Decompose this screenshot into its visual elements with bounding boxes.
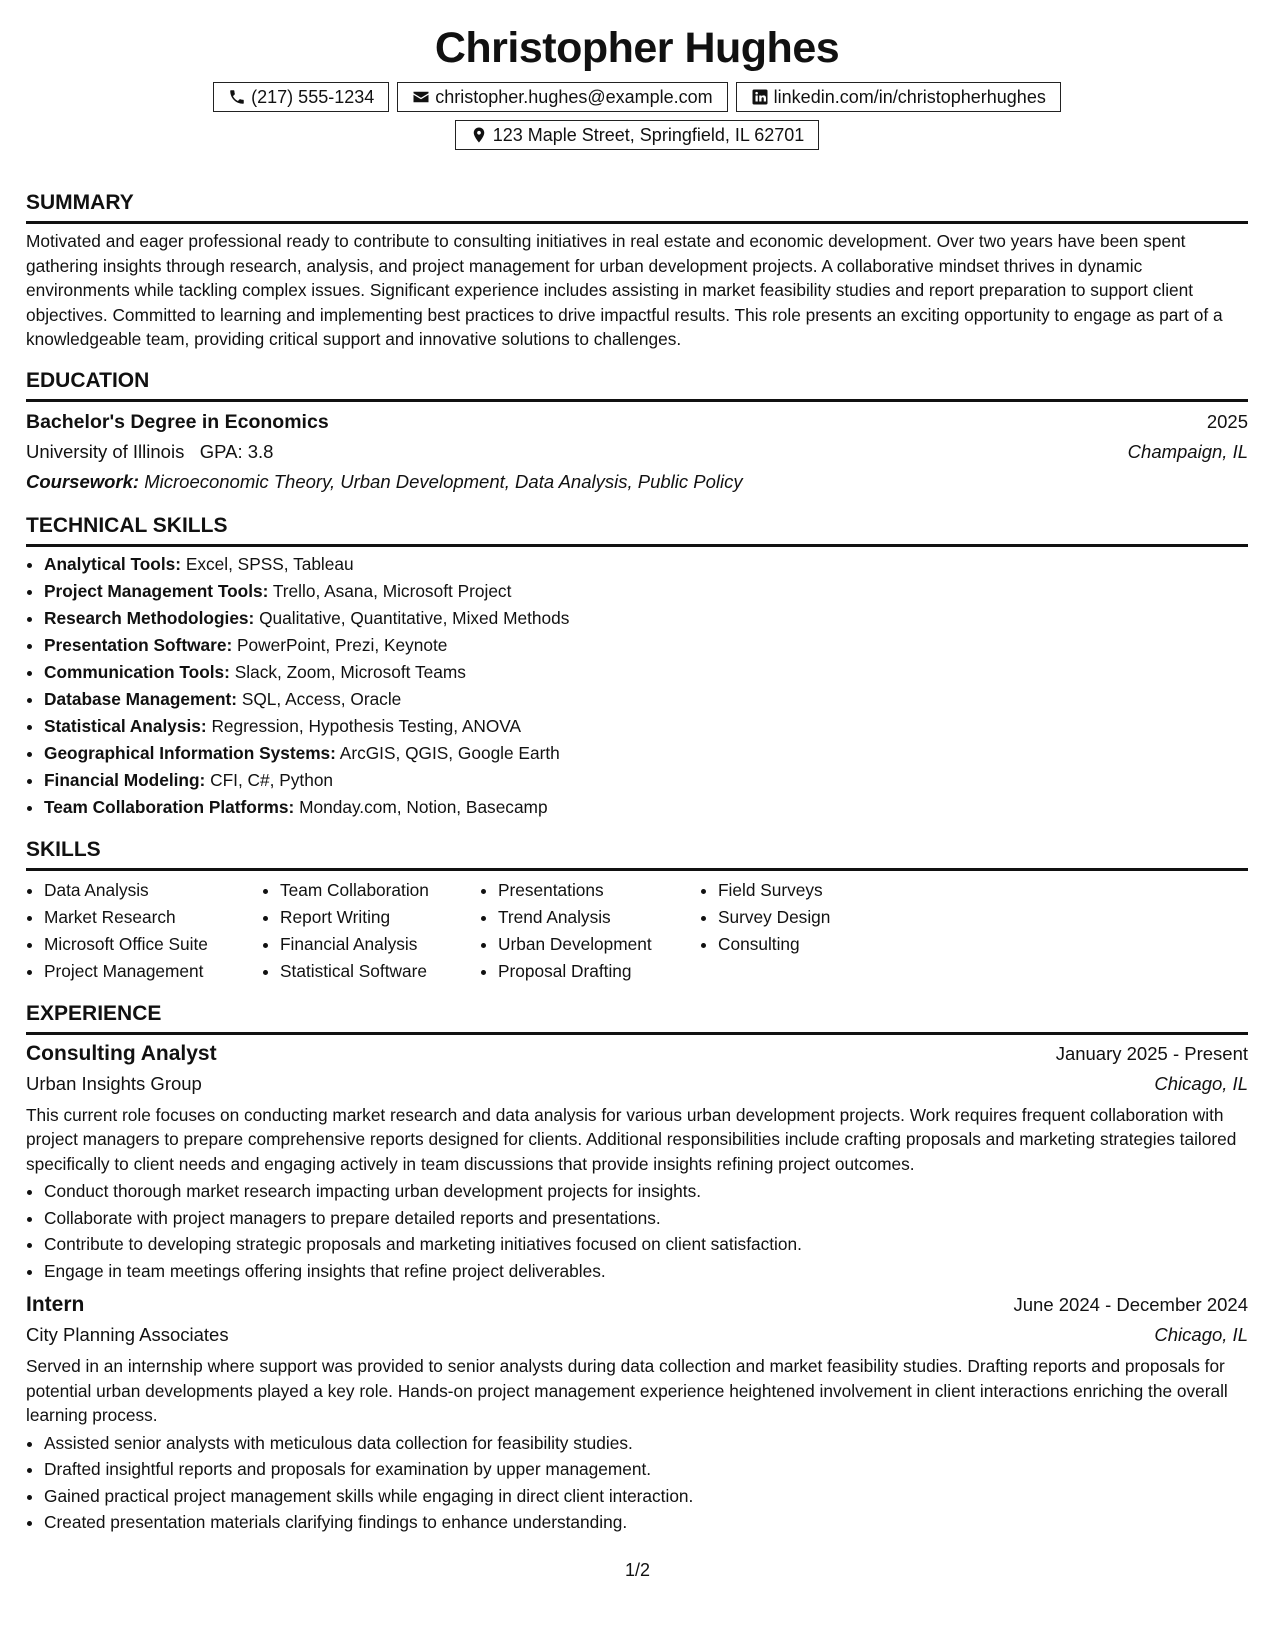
list-item [44,740,1248,767]
coursework-row [26,467,1248,497]
job-title: Consulting Analyst [26,1041,217,1065]
candidate-name: Christopher Hughes [434,24,840,72]
list-item: • Contribute to developing strategic proposals and marketing initiatives focused on client satisfaction. [44,1231,1248,1258]
list-item: • Report Writing [280,904,480,931]
degree-name: Bachelor's Degree in Economics [26,410,329,433]
list-item: • Collaborate with project managers to prepare detailed reports and presentations. [44,1205,1248,1232]
skill-label: Project Management Tools: [44,580,269,601]
summary-title: SUMMARY [26,190,1248,224]
education-section [26,368,1248,497]
skill-label: Team Collaboration Platforms: [44,796,295,817]
skill-label: Presentation Software: [44,634,233,655]
summary-text: Motivated and eager professional ready to contribute to consulting initiatives in real estate and economic development. Over two years have been spent gathering insights through research, analysis, and project management for urban development projects. A collaborative mindset thrives in dynamic environments while tackling complex issues. Significant experience includes assisting in market feasibility studies and report preparation to support client objectives. Committed to learning and implementing best practices to drive impactful results. This role presents an exciting opportunity to engage as part of a knowledgeable team, providing critical support and innovative solutions to challenges. [26,231,1223,349]
list-item: • Financial Analysis [280,931,480,958]
company-name: Urban Insights Group [26,1072,202,1094]
technical-skills-list [26,551,1248,821]
linkedin-chip[interactable] [736,82,1061,112]
company-name: City Planning Associates [26,1324,229,1345]
list-item [44,713,1248,740]
job-bullets [26,1178,1248,1284]
email-chip[interactable] [397,82,727,112]
skills-title: SKILLS [26,837,1248,871]
job-bullets [26,1430,1248,1536]
list-item: • Gained practical project management skills while engaging in direct client interaction. [44,1483,1248,1510]
list-item [44,794,1248,821]
skill-value: Excel, SPSS, Tableau [185,553,354,574]
list-item [44,605,1248,632]
resume-page [26,0,1248,1536]
technical-skills-section [26,513,1248,821]
list-item: • Market Research [44,904,262,931]
experience-section [26,1001,1248,1536]
address-row [26,120,1248,150]
address-text: 123 Maple Street, Springfield, IL 62701 [492,125,805,145]
job-company-row [26,1320,1248,1350]
list-item: • Field Surveys [718,877,918,904]
job-entry [26,1039,1248,1285]
job-description: This current role focuses on conducting market research and data analysis for various urban development projects. Work requires frequent collaboration with project managers to prepare comprehensive reports designed for clients. Additional responsibilities include crafting proposals and marketing strategies tailored specifically to client needs and engaging actively in team discussions that provide insights refining project outcomes. [26,1104,1237,1174]
list-item [44,686,1248,713]
list-item: • Microsoft Office Suite [44,931,262,958]
list-item: • Assisted senior analysts with meticulous data collection for feasibility studies. [44,1430,1248,1457]
job-description: Served in an internship where support was provided to senior analysts during data collection and market feasibility studies. Drafting reports and proposals for potential urban developments played a key role. Hands-on project management experience heightened involvement in client interactions enriching the overall learning process. [26,1356,1228,1425]
school-info [26,437,273,467]
job-location: Chicago, IL [1154,1324,1248,1345]
summary-section [26,190,1248,352]
job-title-row [26,1290,1248,1320]
skill-value: Slack, Zoom, Microsoft Teams [234,661,466,682]
education-degree-row [26,407,1248,437]
skill-value: Trello, Asana, Microsoft Project [272,580,512,601]
skill-label: Communication Tools: [44,661,230,682]
list-item: • Proposal Drafting [498,958,700,985]
skill-label: Statistical Analysis: [44,715,207,736]
graduation-year: 2025 [1206,410,1248,432]
list-item: • Consulting [718,931,918,958]
experience-title: EXPERIENCE [26,1001,1248,1035]
page-number: 1/2 [624,1560,651,1580]
email-text: christopher.hughes@example.com [435,87,713,107]
skills-column-2 [262,877,480,985]
list-item: • Drafted insightful reports and proposals for examination by upper management. [44,1456,1248,1483]
skill-value: PowerPoint, Prezi, Keynote [237,634,448,655]
list-item: • Urban Development [498,931,700,958]
skill-label: Database Management: [44,688,238,709]
list-item [44,578,1248,605]
job-dates: June 2024 - December 2024 [1013,1294,1248,1315]
school-location: Champaign, IL [1127,440,1248,462]
phone-text: (217) 555-1234 [251,87,375,107]
phone-chip[interactable] [213,82,389,112]
coursework-label: Coursework: [26,470,140,492]
job-title: Intern [26,1293,85,1316]
skill-value: CFI, C#, Python [210,769,334,790]
skill-label: Geographical Information Systems: [44,742,336,763]
list-item: • Created presentation materials clarifying findings to enhance understanding. [44,1509,1248,1536]
job-title-row [26,1039,1248,1069]
phone-icon [228,88,246,106]
map-marker-icon [470,126,488,144]
list-item: • Survey Design [718,904,918,931]
list-item: • Engage in team meetings offering insights that refine project deliverables. [44,1258,1248,1285]
list-item: • Data Analysis [44,877,262,904]
skill-value: ArcGIS, QGIS, Google Earth [339,742,560,763]
skill-label: Analytical Tools: [44,553,181,574]
job-entry [26,1290,1248,1536]
list-item [44,632,1248,659]
job-dates: January 2025 - Present [1055,1042,1248,1064]
linkedin-icon [751,88,769,106]
job-location: Chicago, IL [1154,1072,1248,1094]
address-chip[interactable] [455,120,820,150]
skill-value: Qualitative, Quantitative, Mixed Methods [259,607,570,628]
education-title: EDUCATION [26,368,1248,402]
skills-section [26,837,1248,985]
school-name: University of Illinois [26,440,185,462]
gpa: GPA: 3.8 [199,440,274,462]
list-item: • Team Collaboration [280,877,480,904]
skills-column-3 [480,877,700,985]
skill-value: SQL, Access, Oracle [241,688,402,709]
list-item [44,551,1248,578]
skills-column-1 [26,877,262,985]
list-item: • Conduct thorough market research impacting urban development projects for insights. [44,1178,1248,1205]
list-item: • Statistical Software [280,958,480,985]
skill-value: Regression, Hypothesis Testing, ANOVA [211,715,522,736]
coursework-list: Microeconomic Theory, Urban Development, Data Analysis, Public Policy [144,470,743,492]
list-item [44,659,1248,686]
list-item: • Presentations [498,877,700,904]
job-company-row [26,1069,1248,1099]
skill-label: Research Methodologies: [44,607,255,628]
contact-row [26,82,1248,112]
skill-value: Monday.com, Notion, Basecamp [299,796,548,817]
education-school-row [26,437,1248,467]
skill-label: Financial Modeling: [44,769,206,790]
envelope-icon [412,88,430,106]
skills-column-4 [700,877,918,985]
list-item: • Trend Analysis [498,904,700,931]
linkedin-text: linkedin.com/in/christopherhughes [773,87,1046,107]
technical-skills-title: TECHNICAL SKILLS [26,513,1248,547]
skills-grid [26,877,1248,985]
list-item: • Project Management [44,958,262,985]
list-item [44,767,1248,794]
